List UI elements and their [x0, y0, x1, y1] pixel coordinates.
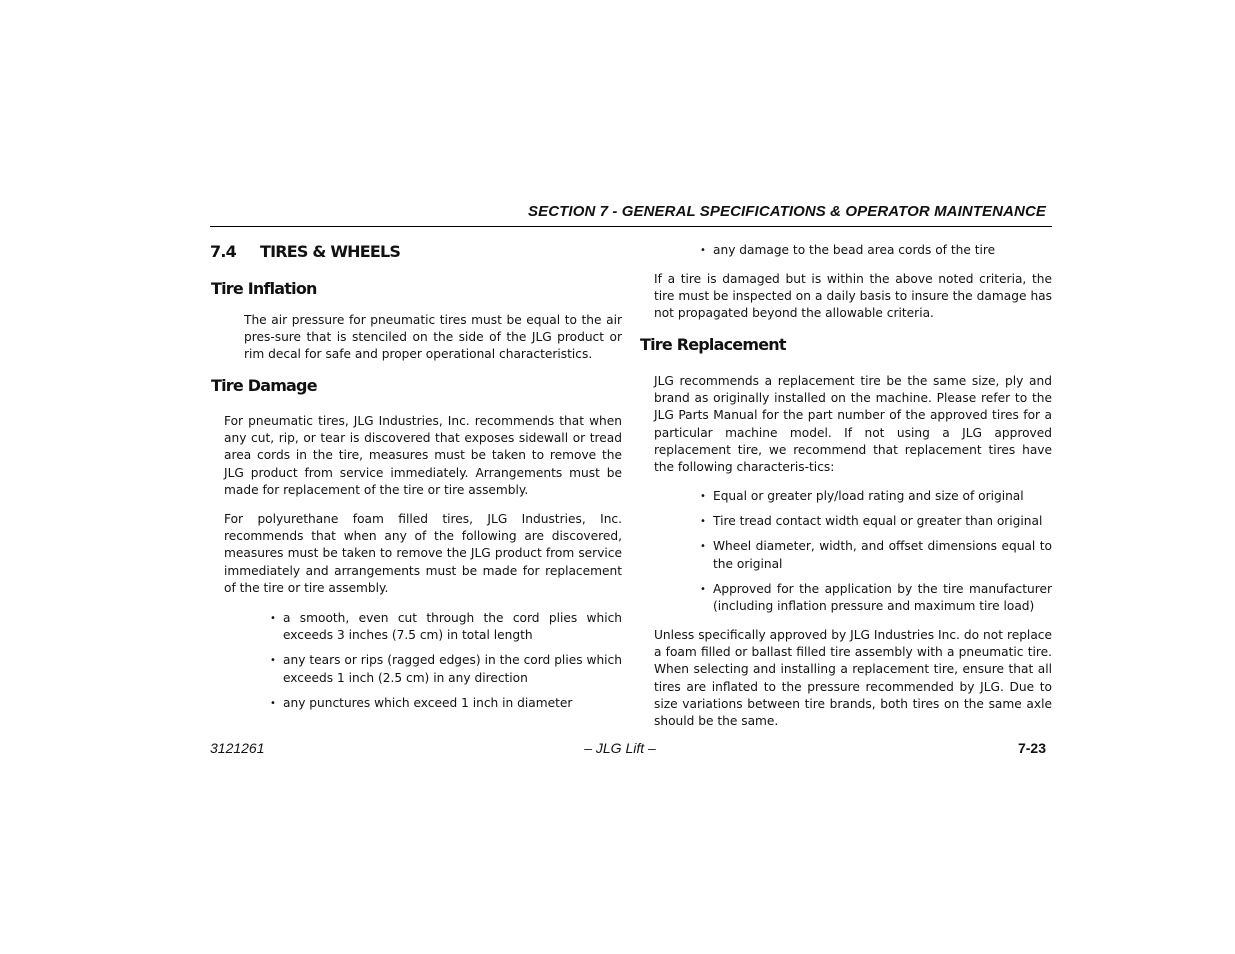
list-item: • Wheel diameter, width, and offset dimensions equal to the original: [700, 539, 1052, 571]
list-item: • Equal or greater ply/load rating and size of original: [700, 488, 1052, 505]
bullet-icon: •: [700, 491, 706, 502]
list-item: • Approved for the application by the tire manufacturer (including inflation pressure and maximum tire load): [700, 581, 1052, 614]
tire-replacement-para-1: JLG recommends a replacement tire be the same size, ply and brand as originally installed on the machine. Please refer to the JLG Parts Manual for the part number of the approved tires for a particular machine model. If not using a JLG approved replacement tire, we recommend that replacement tires have the following characteris-tics:: [654, 374, 1052, 475]
section-header: SECTION 7 - GENERAL SPECIFICATIONS & OPERATOR MAINTENANCE: [528, 203, 1046, 220]
tire-damage-bullet-list-continued: [700, 242, 1052, 267]
bullet-icon: •: [270, 697, 276, 709]
footer-center-text: – JLG Lift –: [584, 740, 656, 756]
list-item: • Tire tread contact width equal or greater than original: [700, 513, 1052, 530]
tire-inflation-heading: Tire Inflation: [211, 279, 317, 298]
main-heading-number: 7.4: [210, 242, 236, 261]
bullet-icon: •: [270, 655, 276, 667]
bullet-icon: •: [270, 613, 276, 624]
list-item: • any punctures which exceed 1 inch in diameter: [270, 695, 622, 712]
footer-page-number: 7-23: [1017, 740, 1046, 756]
bullet-icon: •: [700, 541, 706, 553]
tire-damage-heading: Tire Damage: [211, 376, 317, 395]
main-heading-title: TIRES & WHEELS: [260, 242, 401, 261]
tire-replacement-bullet-list: [700, 488, 1052, 623]
tire-damage-para-2: For polyurethane foam filled tires, JLG Industries, Inc. recommends that when any of the following are discovered, measures must be taken to remove the JLG product from service immediately and arrangements must be made for replacement of the tire or tire assembly.: [224, 512, 622, 595]
tire-damage-bullet-list: [270, 610, 622, 720]
bullet-icon: •: [700, 516, 706, 528]
bullet-icon: •: [700, 245, 706, 256]
list-item: • a smooth, even cut through the cord plies which exceeds 3 inches (7.5 cm) in total length: [270, 611, 622, 643]
list-item: • any damage to the bead area cords of the tire: [700, 242, 1052, 259]
tire-damage-para-1: For pneumatic tires, JLG Industries, Inc. recommends that when any cut, rip, or tear is discovered that exposes sidewall or tread area cords in the tire, measures must be taken to remove the JLG product from service immediately. Arrangements must be made for replacement of the tire or tire assembly.: [224, 414, 622, 497]
tire-replacement-heading: Tire Replacement: [640, 335, 786, 354]
main-heading: [210, 242, 400, 261]
tire-damage-para-3: If a tire is damaged but is within the above noted criteria, the tire must be inspected on a daily basis to insure the damage has not propagated beyond the allowable criteria.: [654, 272, 1052, 321]
footer-doc-number: 3121261: [210, 740, 265, 756]
tire-inflation-text: The air pressure for pneumatic tires must be equal to the air pres-sure that is stenciled on the side of the JLG product or rim decal for safe and proper operational characteristics.: [244, 313, 622, 362]
header-rule: [210, 226, 1052, 227]
tire-replacement-para-2: Unless specifically approved by JLG Industries Inc. do not replace a foam filled or ballast filled tire assembly with a pneumatic tire. When selecting and installing a replacement tire, ensure that all tires are inflated to the pressure recommended by JLG. Due to size variations between tire brands, both tires on the same axle should be the same.: [654, 628, 1052, 729]
list-item: • any tears or rips (ragged edges) in the cord plies which exceeds 1 inch (2.5 cm) in any direction: [270, 653, 622, 685]
bullet-icon: •: [700, 583, 706, 595]
